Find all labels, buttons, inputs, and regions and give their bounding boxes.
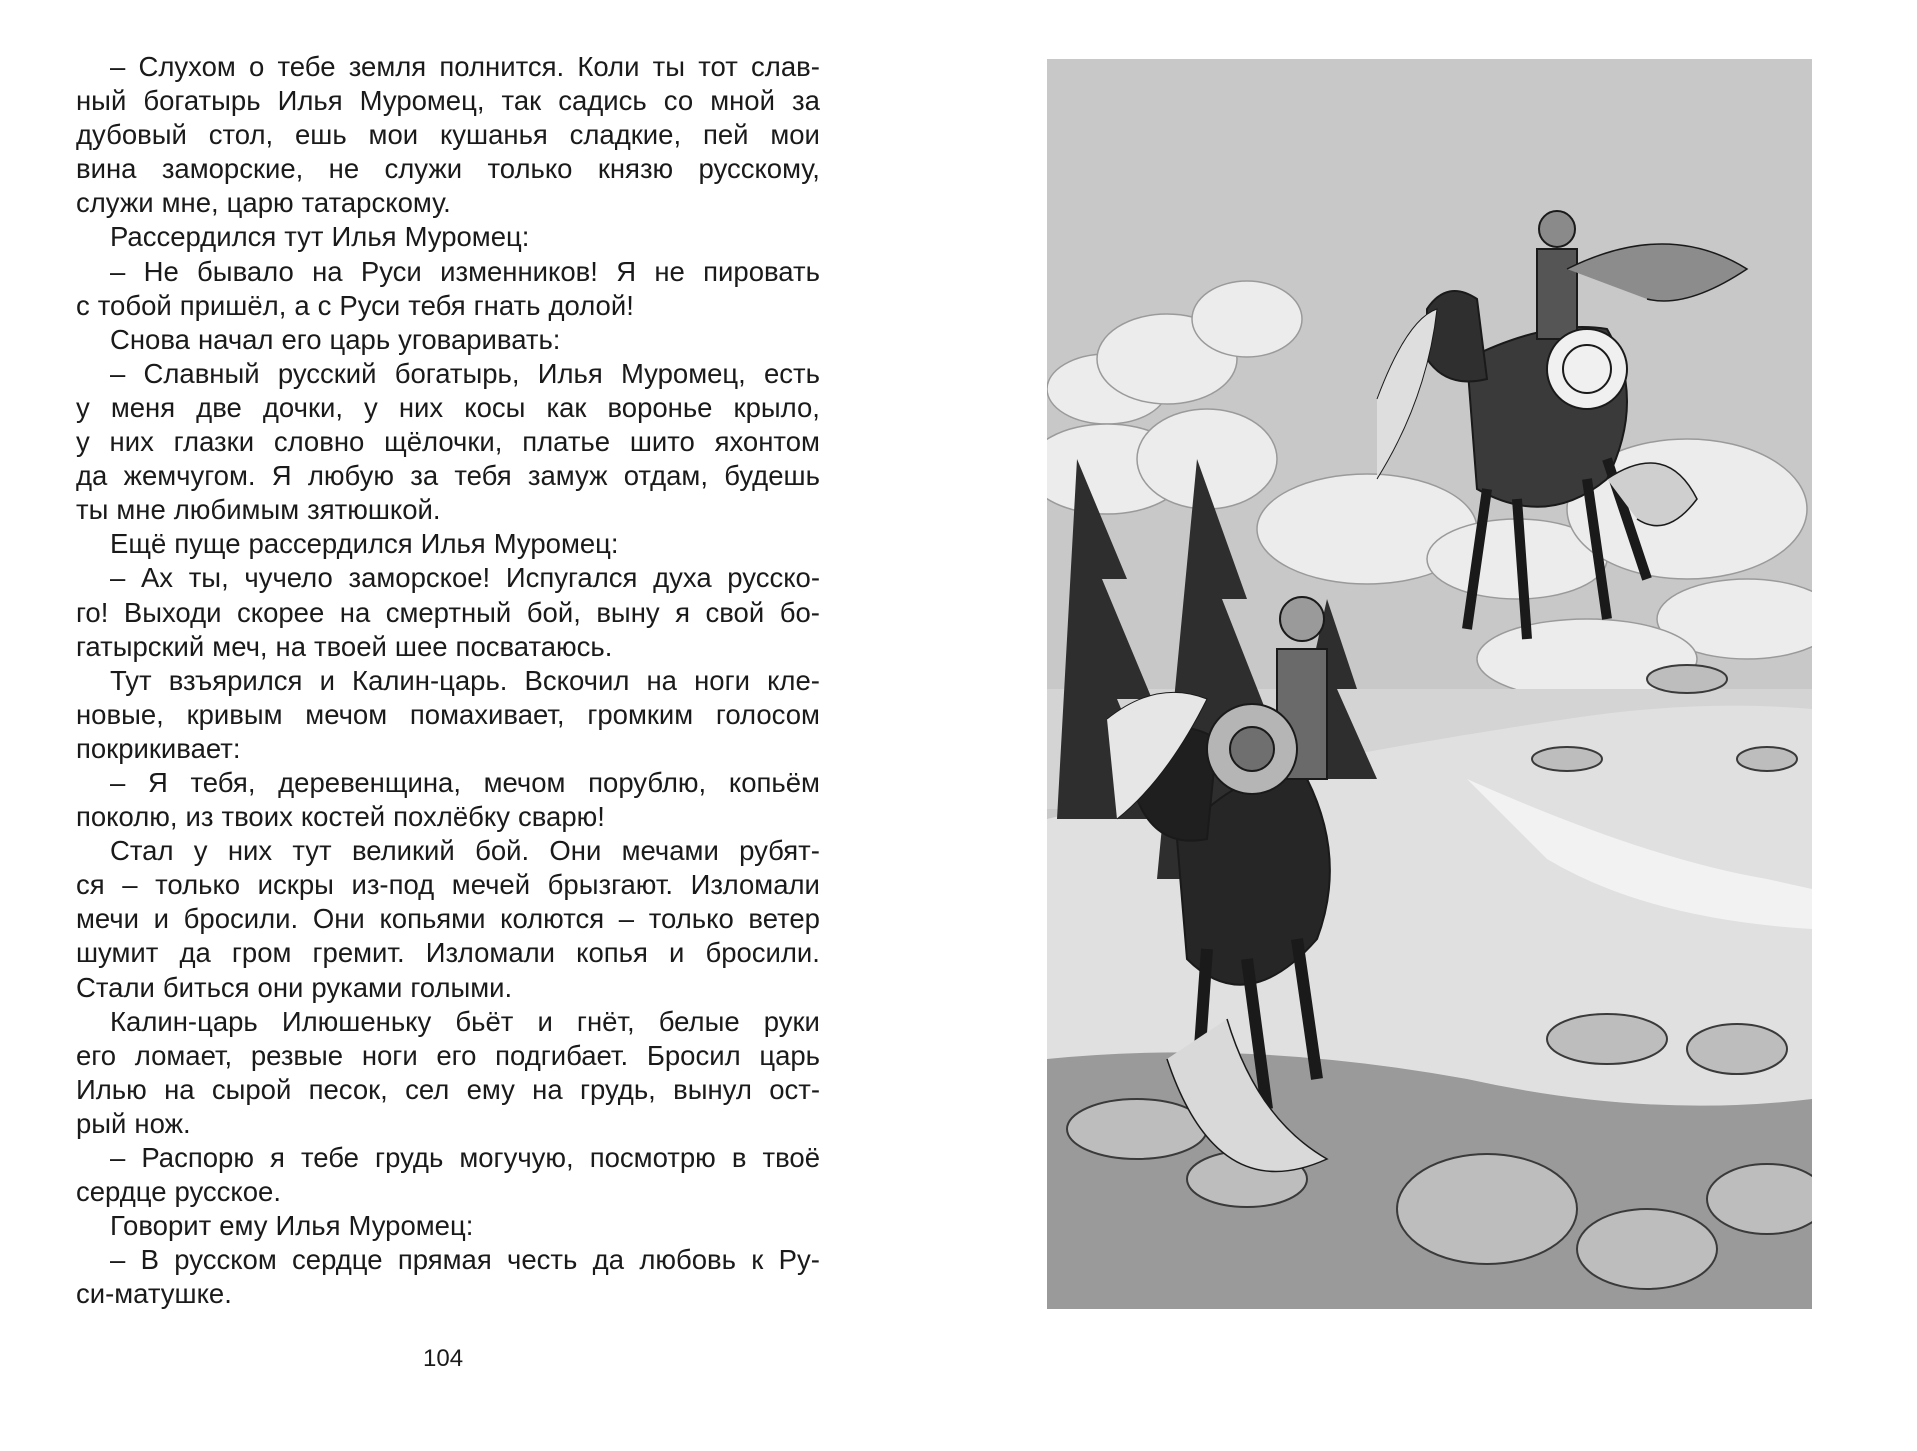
text-line: сердце русское. xyxy=(76,1176,281,1208)
text-line: покрикивает: xyxy=(76,732,241,764)
text-line: да жемчугом. Я любую за тебя замуж отдам, будешь xyxy=(76,460,820,492)
text-line: Говорит ему Илья Муромец: xyxy=(110,1210,474,1242)
text-line: у них глазки словно щёлочки, платье шито яхонтом xyxy=(76,426,820,458)
page-number: 104 xyxy=(423,1345,464,1372)
text-line: рый нож. xyxy=(76,1107,191,1139)
text-line: – Славный русский богатырь, Илья Муромец, есть xyxy=(110,357,820,389)
text-line: дубовый стол, ешь мои кушанья сладкие, пей мои xyxy=(76,119,820,151)
text-line: вина заморские, не служи только князю русскому, xyxy=(76,153,820,185)
text-line: си-матушке. xyxy=(76,1278,232,1310)
text-line: новые, кривым мечом помахивает, громким голосом xyxy=(76,698,820,730)
text-line: – Распорю я тебе грудь могучую, посмотрю в твоё xyxy=(110,1142,820,1173)
text-line: ты мне любимым зятюшкой. xyxy=(76,494,441,526)
text-line: – Слухом о тебе земля полнится. Коли ты тот слав- xyxy=(110,51,820,82)
text-line: Илью на сырой песок, сел ему на грудь, вынул ост- xyxy=(76,1073,820,1105)
text-line: – В русском сердце прямая честь да любовь к Ру- xyxy=(110,1244,820,1276)
text-line: – Ах ты, чучело заморское! Испугался духа русско- xyxy=(110,562,820,594)
text-line: ся – только искры из-под мечей брызгают. Изломали xyxy=(76,869,820,901)
illustration-horsemen xyxy=(1047,59,1812,1309)
text-line: у меня две дочки, у них косы как воронье крыло, xyxy=(76,391,820,423)
text-column xyxy=(76,50,820,1311)
text-line: служи мне, царю татарскому. xyxy=(76,187,451,219)
text-line: Рассердился тут Илья Муромец: xyxy=(110,221,530,253)
text-line: с тобой пришёл, а с Руси тебя гнать долой! xyxy=(76,289,634,321)
text-line: – Я тебя, деревенщина, мечом порублю, копьём xyxy=(110,766,820,798)
text-line: мечи и бросили. Они копьями колются – только ветер xyxy=(76,903,820,935)
text-line: Тут взъярился и Калин-царь. Вскочил на ноги кле- xyxy=(110,664,820,696)
text-line: Стали биться они руками голыми. xyxy=(76,971,513,1003)
text-line: го! Выходи скорее на смертный бой, выну я свой бо- xyxy=(76,596,820,628)
text-line: ный богатырь Илья Муромец, так садись со мной за xyxy=(76,85,820,117)
text-line: его ломает, резвые ноги его подгибает. Бросил царь xyxy=(76,1039,820,1071)
text-line: поколю, из твоих костей похлёбку сварю! xyxy=(76,801,605,833)
text-line: Стал у них тут великий бой. Они мечами рубят- xyxy=(110,835,820,867)
text-line: гатырский меч, на твоей шее посватаюсь. xyxy=(76,630,613,662)
text-line: шумит да гром гремит. Изломали копья и бросили. xyxy=(76,937,820,969)
text-line: – Не бывало на Руси изменников! Я не пировать xyxy=(110,255,820,287)
text-line: Калин-царь Илюшеньку бьёт и гнёт, белые руки xyxy=(110,1005,820,1037)
text-line: Ещё пуще рассердился Илья Муромец: xyxy=(110,528,619,560)
text-line: Снова начал его царь уговаривать: xyxy=(110,323,561,355)
illustration-svg xyxy=(1047,59,1812,1309)
